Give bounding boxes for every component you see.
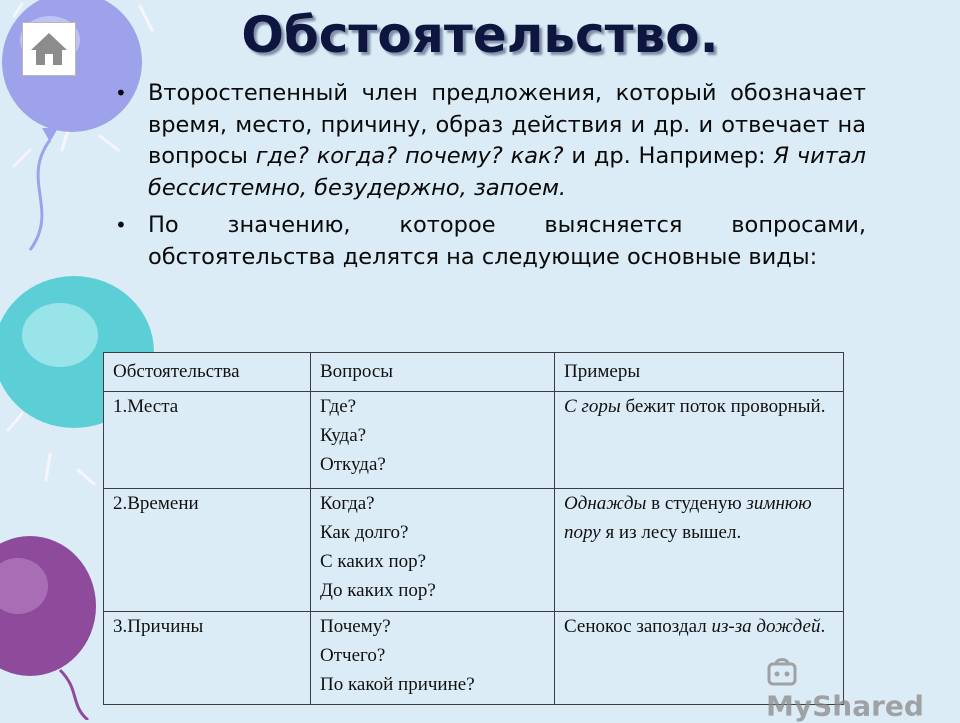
- balloon-magenta: [0, 536, 96, 720]
- definition-text-part: Второстепенный член предложения, который обозначает время, место, причину, образ действия и др. и отвечает на вопросы: [148, 80, 866, 169]
- adverbial-types-table: [103, 352, 844, 705]
- question-item: Почему?: [320, 616, 391, 637]
- bullet-definition: [112, 78, 866, 204]
- classification-text: По значению, которое выясняется вопросами, обстоятельства делятся на следующие основные виды:: [148, 212, 866, 270]
- bullet-classification: [112, 210, 866, 273]
- question-item: Отчего?: [320, 645, 386, 666]
- type-label: 2.Времени: [113, 493, 199, 514]
- example-highlight: из-за дождей: [711, 616, 821, 637]
- myshared-logo-icon: [766, 656, 800, 688]
- type-cell: [104, 489, 311, 612]
- question-item: Куда?: [320, 425, 367, 446]
- definition-questions: где? когда? почему? как?: [255, 143, 564, 169]
- question-item: По какой причине?: [320, 674, 475, 695]
- table-header-questions: Вопросы: [311, 353, 555, 392]
- example-cell: [555, 489, 844, 612]
- definition-text-part: и др. Например:: [563, 143, 774, 169]
- example-highlight: С горы: [564, 396, 621, 417]
- question-item: Как долго?: [320, 522, 409, 543]
- example-cell: [555, 392, 844, 489]
- bullet-dot-icon: •: [115, 213, 127, 237]
- definition-text: [112, 78, 866, 279]
- bullet-dot-icon: •: [115, 81, 127, 105]
- example-text: .: [820, 616, 826, 637]
- table-header-row: [104, 353, 844, 392]
- questions-cell: [311, 489, 555, 612]
- type-label: 3.Причины: [113, 616, 204, 637]
- example-text: Сенокос запоздал: [564, 616, 712, 637]
- watermark-text: MyShared: [766, 689, 924, 723]
- question-item: С каких пор?: [320, 551, 427, 572]
- type-cell: [104, 392, 311, 489]
- example-highlight: зимнюю пору: [564, 493, 812, 543]
- example-text: в студеную: [646, 493, 747, 514]
- example-text: бежит поток проворный.: [620, 396, 826, 417]
- type-label: 1.Места: [113, 396, 179, 417]
- question-item: Когда?: [320, 493, 375, 514]
- type-cell: [104, 612, 311, 705]
- question-item: Где?: [320, 396, 357, 417]
- questions-cell: [311, 392, 555, 489]
- question-item: Откуда?: [320, 454, 386, 475]
- definition-example: Я читал бессистемно, безудержно, запоем.: [148, 143, 867, 201]
- example-highlight: Однажды: [564, 493, 647, 514]
- table-row: [104, 489, 844, 612]
- example-text: я из лесу вышел.: [600, 522, 742, 543]
- table-header-examples: Примеры: [555, 353, 844, 392]
- table-row: [104, 392, 844, 489]
- myshared-watermark: [766, 654, 960, 723]
- table-row: [104, 612, 844, 705]
- table-header-type: Обстоятельства: [104, 353, 311, 392]
- page-title: Обстоятельство.: [241, 6, 719, 64]
- questions-cell: [311, 612, 555, 705]
- question-item: До каких пор?: [320, 580, 436, 601]
